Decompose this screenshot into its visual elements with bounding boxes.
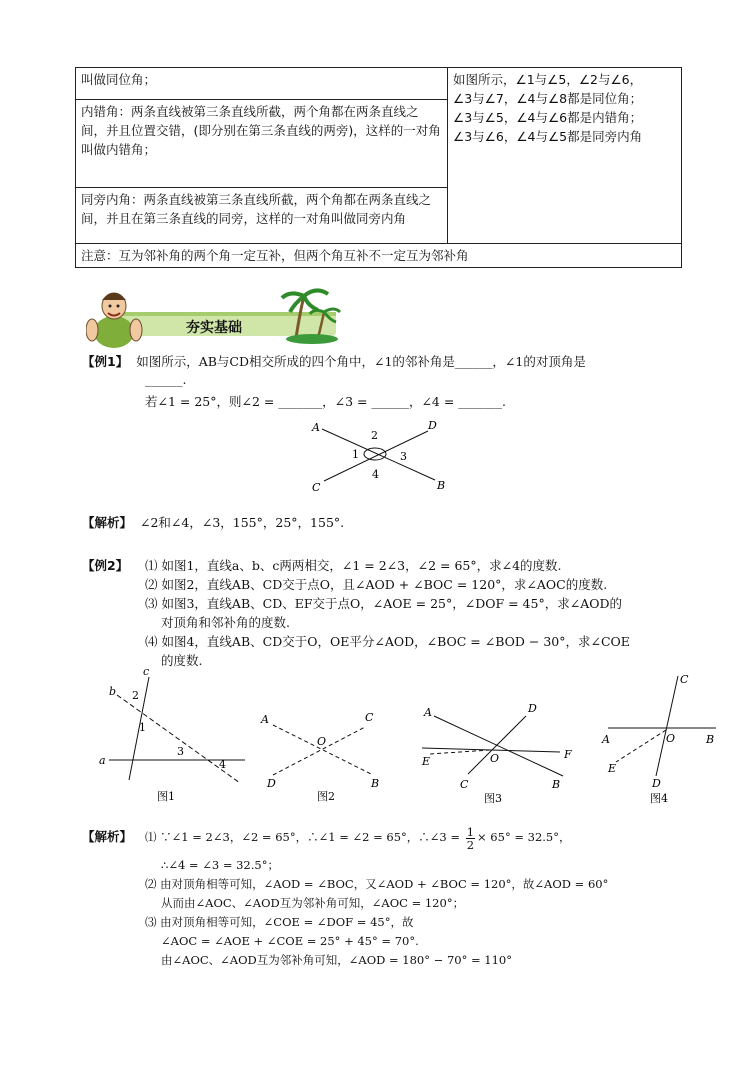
fig4-label-E: E [608,762,617,775]
example2-questions [145,556,630,670]
fig2-label-C: C [365,711,374,724]
cell-same-side: 同旁内角：两条直线被第三条直线所截，两个角都在两条直线之间，并且在第三条直线的同旁，这样的一对角叫做同旁内角 [76,188,448,244]
figure-3 [418,698,583,805]
fig3-label-D: D [528,702,537,715]
solution-line-5: ⑶ 由对顶角相等可知，∠COE = ∠DOF = 45°，故 [145,915,414,929]
ex1-angle-3: 3 [400,450,407,463]
ex1-label-D: D [428,419,437,432]
fig1-angle-4: 4 [219,758,226,771]
solution-line-2: ∴∠4 = ∠3 = 32.5°； [161,858,279,872]
fig1-label-a: a [99,754,106,767]
example1-solution-text: ∠2和∠4，∠3，155°，25°，155°. [140,515,345,530]
concept-table [75,67,682,268]
fraction-half: $\frac{1}{2}$ [466,824,475,852]
solution-line-4: 从而由∠AOC、∠AOD互为邻补角可知，∠AOC = 120°； [161,896,465,910]
fig2-label-A: A [261,713,269,726]
cell-examples: 如图所示，∠1与∠5，∠2与∠6， ∠3与∠7，∠4与∠8都是同位角； ∠3与∠5，∠4与∠6都是内错角； ∠3与∠6，∠4与∠5都是同旁内角 [448,68,682,244]
solution-line-7: 由∠AOC、∠AOD互为邻补角可知，∠AOD = 180° − 70° = 110° [161,953,512,967]
fig4-label-O: O [666,732,676,745]
fig2-label-O: O [317,735,327,748]
fig1-label-b: b [109,685,117,698]
example1-question-line1: 如图所示，AB与CD相交所成的四个角中，∠1的邻补角是______，∠1的对顶角是 [136,354,586,369]
example2-tag: 【例2】 [82,558,129,573]
fig4-label-A: A [602,733,610,746]
fig1-label-c: c [143,665,150,678]
example2-solution-tag: 【解析】 [82,829,133,844]
fig4-caption: 图4 [650,792,668,805]
example2-q3: ⑶ 如图3，直线AB、CD、EF交于点O，∠AOE = 25°，∠DOF = 45°，求∠AOD的 [145,596,622,611]
fig4-label-C: C [680,673,689,686]
example2-q3-cont: 对顶角和邻补角的度数. [161,615,290,630]
ex1-angle-2: 2 [371,429,378,442]
section-banner [86,282,344,348]
example1-solution-tag: 【解析】 [82,515,133,530]
ex1-angle-4: 4 [372,468,379,481]
fig1-angle-1: 1 [139,721,146,734]
fig3-caption: 图3 [484,792,502,805]
cell-note: 注意：互为邻补角的两个角一定互补，但两个角互补不一定互为邻补角 [76,244,682,268]
example1-solution [82,513,344,531]
fig2-label-D: D [267,777,276,790]
ex1-angle-1: 1 [352,448,359,461]
example2-solution [145,824,705,970]
ex1-label-A: A [312,421,320,434]
banner-title: 夯实基础 [186,320,242,336]
example1 [82,352,682,370]
example2-q4: ⑷ 如图4，直线AB、CD交于O，OE平分∠AOD，∠BOC = ∠BOD − 30°，求∠COE [145,634,630,649]
solution-line-1: ⑴ ∵∠1 = 2∠3，∠2 = 65°，∴∠1 = ∠2 = 65°，∴∠3 = $\frac{1}{2}$ × 65° = 32.5°， [145,824,571,852]
fig3-label-C: C [460,778,469,791]
fig3-label-A: A [424,706,432,719]
example2-q1: ⑴ 如图1，直线a、b、c两两相交，∠1 = 2∠3，∠2 = 65°，求∠4的度数. [145,558,562,573]
figure-1 [95,665,250,805]
ex1-label-C: C [312,481,321,494]
fig3-label-B: B [552,778,561,791]
example1-question-line2: ______. [145,372,187,387]
banner-graphic [86,282,344,348]
fig3-label-O: O [490,752,500,765]
cell-corresponding: 叫做同位角； [76,68,448,100]
example1-tag: 【例1】 [82,354,129,369]
fig1-caption: 图1 [157,790,175,803]
fig2-label-B: B [371,777,380,790]
cell-alternate: 内错角：两条直线被第三条直线所截，两个角都在两条直线之间，并且位置交错，(即分别在第三条直线的两旁)，这样的一对角叫做内错角； [76,100,448,188]
figure-4 [598,668,722,805]
figure-2 [255,705,390,805]
fig3-label-F: F [564,748,572,761]
fig1-angle-2: 2 [132,689,139,702]
fig4-label-B: B [706,733,715,746]
example1-figure [300,415,460,500]
fig1-angle-3: 3 [177,745,184,758]
example2-q2: ⑵ 如图2，直线AB、CD交于点O，且∠AOD + ∠BOC = 120°，求∠AOC的度数. [145,577,608,592]
solution-line-6: ∠AOC = ∠AOE + ∠COE = 25° + 45° = 70°. [161,934,419,948]
fig3-label-E: E [422,755,431,768]
example2-q4-cont: 的度数. [161,653,203,668]
solution-line-3: ⑵ 由对顶角相等可知，∠AOD = ∠BOC，又∠AOD + ∠BOC = 120°，故∠AOD = 60° [145,877,609,891]
fig2-caption: 图2 [317,790,335,803]
fig4-label-D: D [652,777,661,790]
ex1-label-B: B [437,479,446,492]
example1-question-line3: 若∠1 = 25°，则∠2 = _______，∠3 = ______，∠4 = _______. [145,394,507,409]
